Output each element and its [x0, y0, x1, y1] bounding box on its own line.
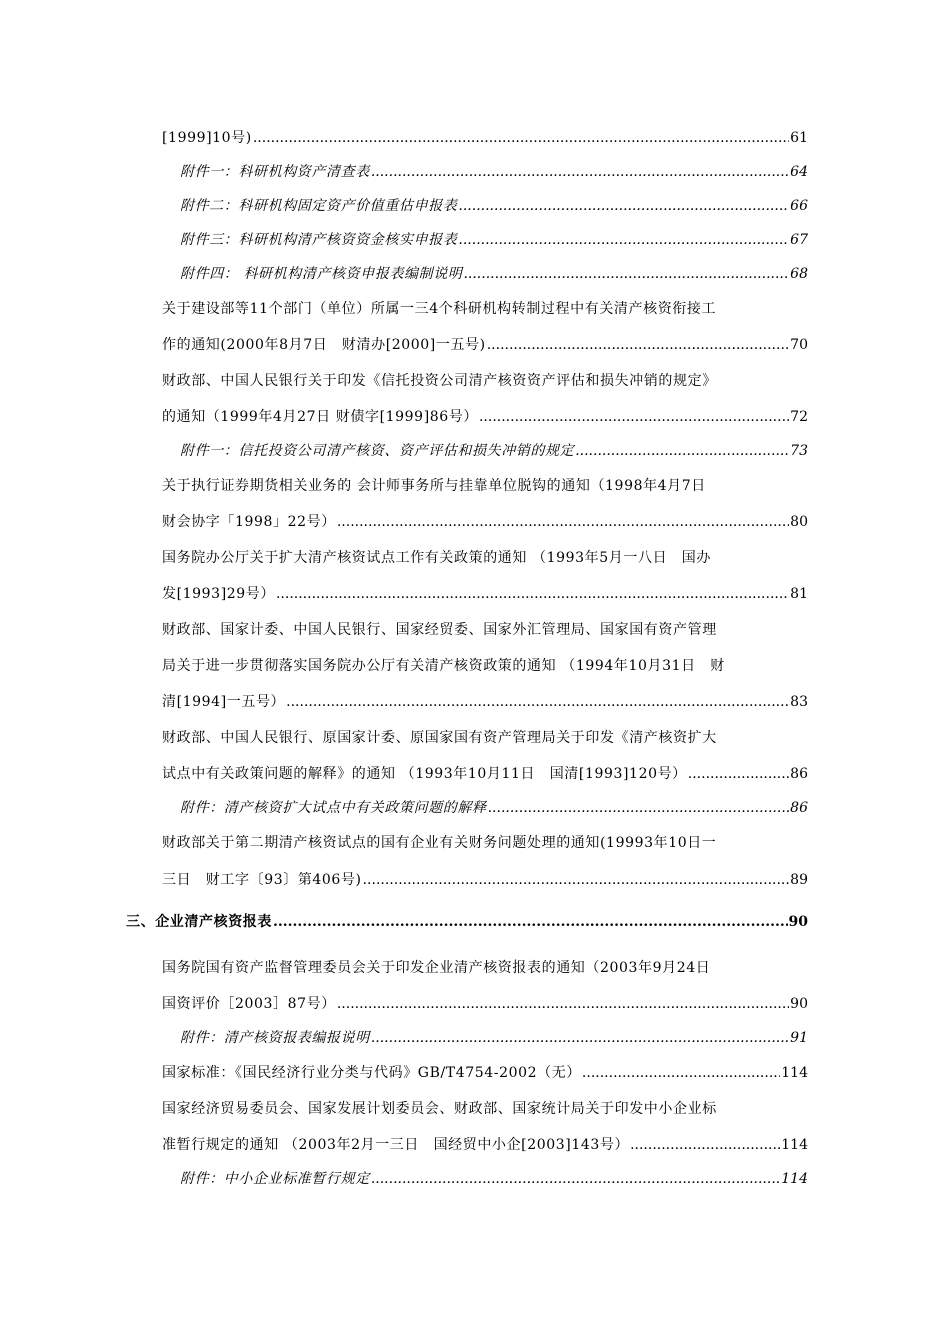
- leader-dots: [458, 231, 789, 249]
- toc-entry[interactable]: [162, 336, 808, 354]
- toc-entry-title: 附件四： 科研机构清产核资申报表编制说明: [180, 266, 463, 282]
- leader-dots: [463, 265, 789, 283]
- toc-page-number: 64: [790, 164, 808, 180]
- leader-dots: [337, 513, 789, 531]
- toc-entry-title: 附件二：科研机构固定资产价值重估申报表: [180, 198, 458, 214]
- toc-entry-title: 试点中有关政策问题的解释》的通知 （1993年10月11日 国清[1993]120号）: [162, 766, 687, 782]
- toc-page-number: 80: [790, 514, 808, 530]
- leader-dots: [253, 129, 789, 147]
- toc-entry[interactable]: [162, 408, 808, 426]
- leader-dots: [273, 913, 788, 931]
- leader-dots: [371, 1170, 780, 1188]
- toc-entry[interactable]: [162, 871, 808, 889]
- leader-dots: [371, 163, 789, 181]
- toc-page-number: 83: [790, 694, 808, 710]
- toc-page-number: 114: [781, 1171, 808, 1187]
- toc-entry[interactable]: [162, 513, 808, 531]
- toc-entry-title: 三、企业清产核资报表: [126, 914, 272, 930]
- toc-entry[interactable]: [162, 585, 808, 603]
- toc-page-number: 91: [790, 1030, 808, 1046]
- toc-page-number: 114: [781, 1137, 808, 1153]
- toc-page-number: 61: [790, 130, 808, 146]
- toc-entry-title: [1999]10号): [162, 130, 252, 146]
- toc-page-number: 67: [790, 232, 808, 248]
- toc-attachment-entry[interactable]: [180, 799, 808, 817]
- toc-entry-title: 附件三：科研机构清产核资资金核实申报表: [180, 232, 458, 248]
- toc-page-number: 86: [790, 800, 808, 816]
- toc-entry-line1: 财政部、国家计委、中国人民银行、国家经贸委、国家外汇管理局、国家国有资产管理: [162, 622, 717, 638]
- leader-dots: [286, 693, 789, 711]
- toc-page-number: 114: [781, 1065, 808, 1081]
- toc-entry-title: 准暂行规定的通知 （2003年2月一三日 国经贸中小企[2003]143号）: [162, 1137, 630, 1153]
- toc-section-heading[interactable]: [126, 913, 808, 931]
- leader-dots: [630, 1136, 780, 1154]
- toc-entry-title: 作的通知(2000年8月7日 财清办[2000]一五号): [162, 337, 486, 353]
- toc-attachment-entry[interactable]: [180, 163, 808, 181]
- leader-dots: [479, 408, 789, 426]
- toc-page-number: 70: [790, 337, 808, 353]
- toc-page-number: 86: [790, 766, 808, 782]
- leader-dots: [575, 442, 789, 460]
- toc-entry-line1: 关于建设部等11个部门（单位）所属一三4个科研机构转制过程中有关清产核资衔接工: [162, 301, 717, 317]
- toc-page-number: 90: [790, 996, 808, 1012]
- toc-attachment-entry[interactable]: [180, 1029, 808, 1047]
- leader-dots: [276, 585, 789, 603]
- toc-entry-title: 的通知（1999年4月27日 财债字[1999]86号）: [162, 409, 478, 425]
- toc-entry-title: 附件：清产核资报表编报说明: [180, 1030, 370, 1046]
- toc-attachment-entry[interactable]: [180, 442, 808, 460]
- toc-page-number: 73: [790, 443, 808, 459]
- toc-entry-line2: 局关于进一步贯彻落实国务院办公厅有关清产核资政策的通知 （1994年10月31日 财: [162, 658, 725, 674]
- toc-entry-line1: 财政部、中国人民银行、原国家计委、原国家国有资产管理局关于印发《清产核资扩大: [162, 730, 717, 746]
- toc-entry[interactable]: [162, 995, 808, 1013]
- leader-dots: [363, 871, 790, 889]
- toc-entry-title: 国资评价［2003］87号）: [162, 996, 336, 1012]
- toc-entry[interactable]: [162, 765, 808, 783]
- toc-page-number: 89: [790, 872, 808, 888]
- toc-entry-line1: 财政部关于第二期清产核资试点的国有企业有关财务问题处理的通知(19993年10日一: [162, 835, 717, 851]
- toc-entry-title: 附件：中小企业标准暂行规定: [180, 1171, 370, 1187]
- leader-dots: [458, 197, 789, 215]
- toc-attachment-entry[interactable]: [180, 1170, 808, 1188]
- toc-page-number: 68: [790, 266, 808, 282]
- toc-entry-line1: 国务院办公厅关于扩大清产核资试点工作有关政策的通知 （1993年5月一八日 国办: [162, 550, 711, 566]
- toc-entry-line1: 国家经济贸易委员会、国家发展计划委员会、财政部、国家统计局关于印发中小企业标: [162, 1101, 717, 1117]
- toc-attachment-entry[interactable]: [180, 265, 808, 283]
- toc-page-number: 66: [790, 198, 808, 214]
- leader-dots: [371, 1029, 789, 1047]
- toc-entry-title: 附件：清产核资扩大试点中有关政策问题的解释: [180, 800, 487, 816]
- toc-entry-title: 清[1994]一五号）: [162, 694, 286, 710]
- toc-entry-title: 附件一：科研机构资产清查表: [180, 164, 370, 180]
- toc-page-number: 90: [788, 914, 808, 930]
- toc-page-number: 72: [790, 409, 808, 425]
- toc-attachment-entry[interactable]: [180, 197, 808, 215]
- toc-entry[interactable]: [162, 129, 808, 147]
- toc-entry-line1: 国务院国有资产监督管理委员会关于印发企业清产核资报表的通知（2003年9月24日: [162, 960, 711, 976]
- toc-entry-line1: 关于执行证券期货相关业务的 会计师事务所与挂靠单位脱钩的通知（1998年4月7日: [162, 478, 706, 494]
- toc-entry-title: 三日 财工字〔93〕第406号): [162, 872, 362, 888]
- leader-dots: [688, 765, 789, 783]
- toc-entry-title: 发[1993]29号）: [162, 586, 275, 602]
- toc-page-number: 81: [790, 586, 808, 602]
- toc-entry[interactable]: [162, 1136, 808, 1154]
- leader-dots: [487, 336, 789, 354]
- toc-entry-title: 国家标准：《国民经济行业分类与代码》GB/T4754-2002（无）: [162, 1065, 581, 1081]
- leader-dots: [337, 995, 789, 1013]
- leader-dots: [488, 799, 790, 817]
- toc-entry-line1: 财政部、中国人民银行关于印发《信托投资公司清产核资资产评估和损失冲销的规定》: [162, 373, 717, 389]
- toc-entry[interactable]: [162, 1064, 808, 1082]
- toc-entry-title: 财会协字「1998」22号）: [162, 514, 336, 530]
- toc-entry-title: 附件一：信托投资公司清产核资、资产评估和损失冲销的规定: [180, 443, 575, 459]
- leader-dots: [582, 1064, 780, 1082]
- toc-attachment-entry[interactable]: [180, 231, 808, 249]
- toc-entry[interactable]: [162, 693, 808, 711]
